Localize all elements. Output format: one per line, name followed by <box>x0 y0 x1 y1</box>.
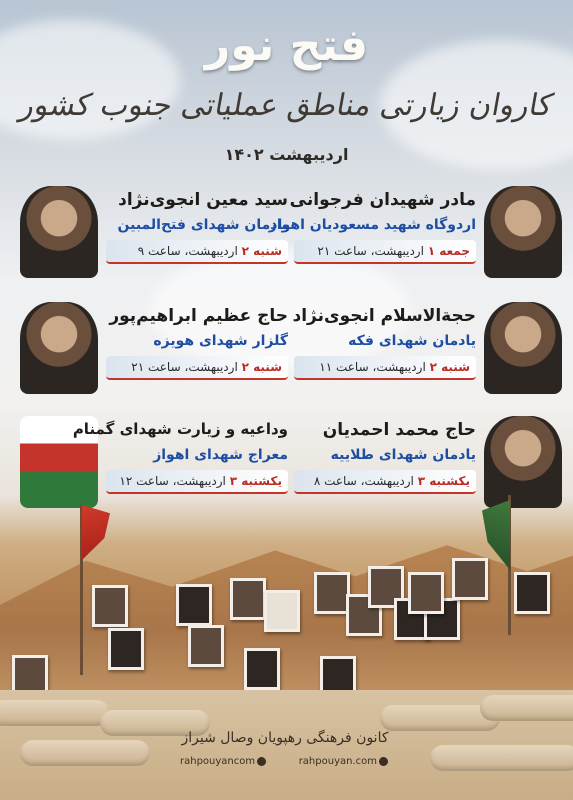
event-time <box>106 470 288 494</box>
event-place: اردوگاه شهید مسعودیان اهواز <box>268 217 476 233</box>
event-day: شنبه ۲ <box>429 360 470 374</box>
speaker-photo <box>20 186 98 278</box>
event-day: یکشنبه ۳ <box>417 474 470 488</box>
event-place: گلزار شهدای هویزه <box>153 333 288 349</box>
event-time-rest: اردیبهشت، ساعت ۱۱ <box>319 360 426 374</box>
sandbag <box>0 700 110 726</box>
event-card <box>14 412 294 512</box>
event-time <box>106 356 288 380</box>
speaker-photo <box>484 302 562 394</box>
event-card <box>288 412 568 512</box>
martyr-photo-frame <box>244 648 280 690</box>
martyr-photo-frame <box>514 572 550 614</box>
martyr-photo-frame <box>314 572 350 614</box>
martyr-photo-frame <box>108 628 144 670</box>
event-time-rest: اردیبهشت، ساعت ۹ <box>137 244 238 258</box>
footer <box>180 730 390 790</box>
event-place: معراج شهدای اهواز <box>153 447 288 463</box>
event-place: یادمان شهدای فکه <box>348 333 476 349</box>
event-name: سید معین انجوی‌نژاد <box>118 190 288 210</box>
footer-links <box>180 756 390 767</box>
poster-subtitle: کاروان زیارتی مناطق عملیاتی جنوب کشور <box>17 88 556 123</box>
event-name: حاج عظیم ابراهیم‌پور <box>109 306 288 326</box>
event-name: حجة‌الاسلام انجوی‌نژاد <box>292 306 476 326</box>
poster-date: اردیبهشت ۱۴۰۲ <box>224 145 349 164</box>
event-time <box>294 470 476 494</box>
event-day: جمعه ۱ <box>427 244 470 258</box>
event-time <box>294 356 476 380</box>
event-place: یادمان شهدای فتح‌المبین <box>117 217 288 233</box>
event-name: حاج محمد احمدیان <box>322 420 476 440</box>
sandbag <box>430 745 573 771</box>
event-day: شنبه ۲ <box>241 244 282 258</box>
header <box>0 0 573 180</box>
martyr-photo-frame <box>230 578 266 620</box>
martyr-photo-frame <box>452 558 488 600</box>
event-place: یادمان شهدای طلاییه <box>330 447 476 463</box>
footer-website[interactable] <box>299 756 390 767</box>
footer-social-label: rahpouyancom <box>180 756 256 767</box>
globe-icon <box>379 757 388 766</box>
speaker-photo <box>484 416 562 508</box>
event-card <box>288 298 568 398</box>
event-time <box>106 240 288 264</box>
sandbag <box>480 695 573 721</box>
event-time <box>294 240 476 264</box>
event-name: مادر شهیدان فرجوانی <box>289 190 476 210</box>
martyr-photo-frame <box>408 572 444 614</box>
footer-website-label: rahpouyan.com <box>298 756 377 767</box>
event-day: یکشنبه ۳ <box>229 474 282 488</box>
martyr-photo-frame <box>188 625 224 667</box>
social-icon <box>257 757 266 766</box>
event-card <box>14 182 294 282</box>
sandbag <box>20 740 150 766</box>
footer-org: کانون فرهنگی رهپویان وصال شیراز <box>181 730 389 746</box>
speaker-photo <box>20 302 98 394</box>
event-time-rest: اردیبهشت، ساعت ۱۲ <box>119 474 226 488</box>
event-card <box>14 298 294 398</box>
martyr-photo-frame <box>264 590 300 632</box>
event-day: شنبه ۲ <box>241 360 282 374</box>
event-card <box>268 182 568 282</box>
poster-title: فتح نور <box>204 20 369 71</box>
event-time-rest: اردیبهشت، ساعت ۸ <box>313 474 414 488</box>
event-time-rest: اردیبهشت، ساعت ۲۱ <box>317 244 424 258</box>
event-time-rest: اردیبهشت، ساعت ۲۱ <box>131 360 238 374</box>
martyr-photo-frame <box>92 585 128 627</box>
speaker-photo <box>484 186 562 278</box>
red-flag <box>82 505 110 560</box>
footer-social[interactable] <box>180 756 268 767</box>
event-name: وداعیه و زیارت شهدای گمنام <box>72 420 288 438</box>
martyr-photo-frame <box>176 584 212 626</box>
